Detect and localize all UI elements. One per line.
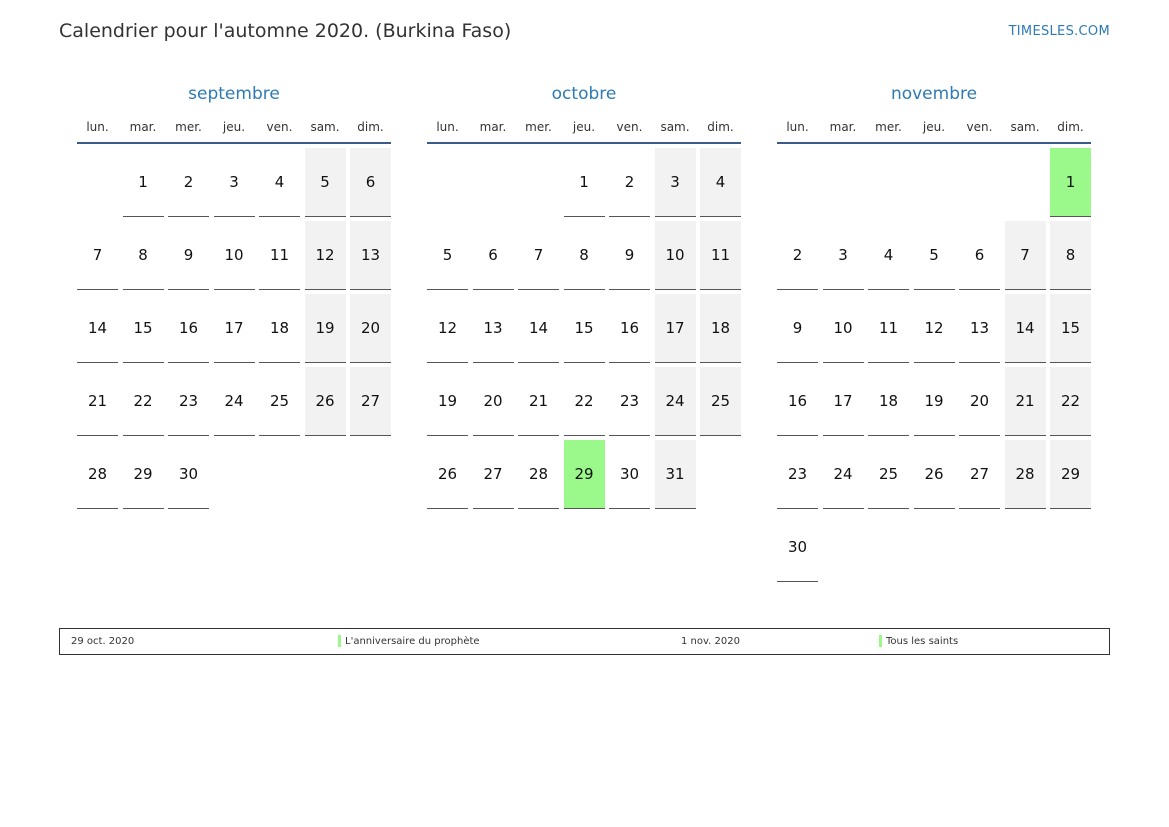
day-cell: 5: [427, 221, 468, 290]
legend-date: 1 nov. 2020: [681, 636, 740, 647]
month-october: [409, 82, 734, 483]
day-cell: 30: [777, 513, 818, 582]
weekday-label: mer.: [875, 120, 902, 134]
day-cell: 23: [168, 367, 209, 436]
day-cell: 11: [868, 294, 909, 363]
weekday-label: mar.: [129, 120, 157, 134]
day-cell: 4: [700, 148, 741, 217]
day-cell: 6: [473, 221, 514, 290]
day-cell: 31: [655, 440, 696, 509]
day-cell: 24: [823, 440, 864, 509]
month-title: septembre: [188, 84, 280, 104]
day-cell: 7: [518, 221, 559, 290]
day-cell: 5: [305, 148, 346, 217]
day-cell: 3: [655, 148, 696, 217]
weekday-label: ven.: [966, 120, 993, 134]
day-cell: 12: [427, 294, 468, 363]
day-cell: 3: [823, 221, 864, 290]
day-cell: 13: [959, 294, 1000, 363]
day-cell: 15: [564, 294, 605, 363]
day-cell: 17: [214, 294, 255, 363]
day-cell: 20: [473, 367, 514, 436]
weekday-label: dim.: [1057, 120, 1084, 134]
weekday-header: [77, 118, 391, 144]
day-cell: 28: [518, 440, 559, 509]
day-cell: 25: [259, 367, 300, 436]
site-link[interactable]: TIMESLES.COM: [1008, 24, 1110, 39]
weekday-label: mer.: [525, 120, 552, 134]
day-cell: 26: [305, 367, 346, 436]
day-cell: 27: [473, 440, 514, 509]
holiday-day-cell: 29: [564, 440, 605, 509]
day-cell: 6: [959, 221, 1000, 290]
day-cell: 20: [959, 367, 1000, 436]
day-cell: 6: [350, 148, 391, 217]
holiday-legend: [59, 628, 1110, 655]
day-cell: 2: [777, 221, 818, 290]
day-cell: 23: [777, 440, 818, 509]
day-cell: 24: [655, 367, 696, 436]
day-cell: 11: [700, 221, 741, 290]
day-cell: 25: [700, 367, 741, 436]
day-cell: 4: [868, 221, 909, 290]
day-cell: 12: [305, 221, 346, 290]
day-cell: 1: [564, 148, 605, 217]
weekday-label: ven.: [616, 120, 643, 134]
day-cell: 22: [1050, 367, 1091, 436]
weekday-label: lun.: [86, 120, 109, 134]
day-cell: 30: [168, 440, 209, 509]
day-cell: 9: [609, 221, 650, 290]
weekday-label: jeu.: [222, 120, 246, 134]
day-cell: 16: [777, 367, 818, 436]
weekday-label: sam.: [310, 120, 340, 134]
day-cell: 16: [168, 294, 209, 363]
day-cell: 24: [214, 367, 255, 436]
day-cell: 10: [823, 294, 864, 363]
day-cell: 21: [1005, 367, 1046, 436]
weekday-label: lun.: [786, 120, 809, 134]
day-cell: 18: [700, 294, 741, 363]
day-cell: 29: [1050, 440, 1091, 509]
day-cell: 9: [168, 221, 209, 290]
weekday-label: ven.: [266, 120, 293, 134]
day-cell: 5: [914, 221, 955, 290]
day-cell: 23: [609, 367, 650, 436]
holiday-day-cell: 1: [1050, 148, 1091, 217]
day-cell: 30: [609, 440, 650, 509]
day-cell: 25: [868, 440, 909, 509]
day-cell: 14: [1005, 294, 1046, 363]
day-cell: 8: [123, 221, 164, 290]
days-grid: [777, 148, 1097, 608]
day-cell: 17: [655, 294, 696, 363]
weekday-label: mar.: [479, 120, 507, 134]
day-cell: 7: [77, 221, 118, 290]
day-cell: 7: [1005, 221, 1046, 290]
day-cell: 28: [77, 440, 118, 509]
weekday-label: mar.: [829, 120, 857, 134]
day-cell: 29: [123, 440, 164, 509]
month-september: [59, 82, 384, 483]
day-cell: 14: [77, 294, 118, 363]
weekday-label: lun.: [436, 120, 459, 134]
day-cell: 19: [914, 367, 955, 436]
days-grid: [77, 148, 397, 608]
day-cell: 13: [350, 221, 391, 290]
day-cell: 22: [123, 367, 164, 436]
day-cell: 27: [959, 440, 1000, 509]
page-title: Calendrier pour l'automne 2020. (Burkina Faso): [59, 20, 512, 42]
day-cell: 21: [77, 367, 118, 436]
day-cell: 9: [777, 294, 818, 363]
day-cell: 4: [259, 148, 300, 217]
day-cell: 12: [914, 294, 955, 363]
legend-holiday-name: L'anniversaire du prophète: [338, 629, 480, 654]
day-cell: 10: [214, 221, 255, 290]
weekday-label: dim.: [357, 120, 384, 134]
day-cell: 10: [655, 221, 696, 290]
month-title: novembre: [890, 84, 978, 104]
day-cell: 21: [518, 367, 559, 436]
day-cell: 2: [609, 148, 650, 217]
day-cell: 16: [609, 294, 650, 363]
day-cell: 19: [305, 294, 346, 363]
day-cell: 19: [427, 367, 468, 436]
day-cell: 8: [1050, 221, 1091, 290]
day-cell: 17: [823, 367, 864, 436]
weekday-header: [427, 118, 741, 144]
day-cell: 8: [564, 221, 605, 290]
day-cell: 26: [427, 440, 468, 509]
weekday-label: sam.: [660, 120, 690, 134]
days-grid: [427, 148, 747, 608]
weekday-label: dim.: [707, 120, 734, 134]
day-cell: 1: [123, 148, 164, 217]
day-cell: 20: [350, 294, 391, 363]
day-cell: 14: [518, 294, 559, 363]
month-november: [759, 82, 1084, 556]
day-cell: 11: [259, 221, 300, 290]
day-cell: 3: [214, 148, 255, 217]
day-cell: 15: [123, 294, 164, 363]
day-cell: 26: [914, 440, 955, 509]
day-cell: 2: [168, 148, 209, 217]
legend-holiday-name: Tous les saints: [879, 629, 958, 654]
day-cell: 27: [350, 367, 391, 436]
day-cell: 18: [868, 367, 909, 436]
weekday-label: jeu.: [922, 120, 946, 134]
day-cell: 18: [259, 294, 300, 363]
weekday-label: mer.: [175, 120, 202, 134]
day-cell: 15: [1050, 294, 1091, 363]
weekday-header: [777, 118, 1091, 144]
weekday-label: sam.: [1010, 120, 1040, 134]
legend-date: 29 oct. 2020: [71, 636, 135, 647]
month-title: octobre: [551, 84, 617, 104]
weekday-label: jeu.: [572, 120, 596, 134]
day-cell: 28: [1005, 440, 1046, 509]
day-cell: 13: [473, 294, 514, 363]
day-cell: 22: [564, 367, 605, 436]
